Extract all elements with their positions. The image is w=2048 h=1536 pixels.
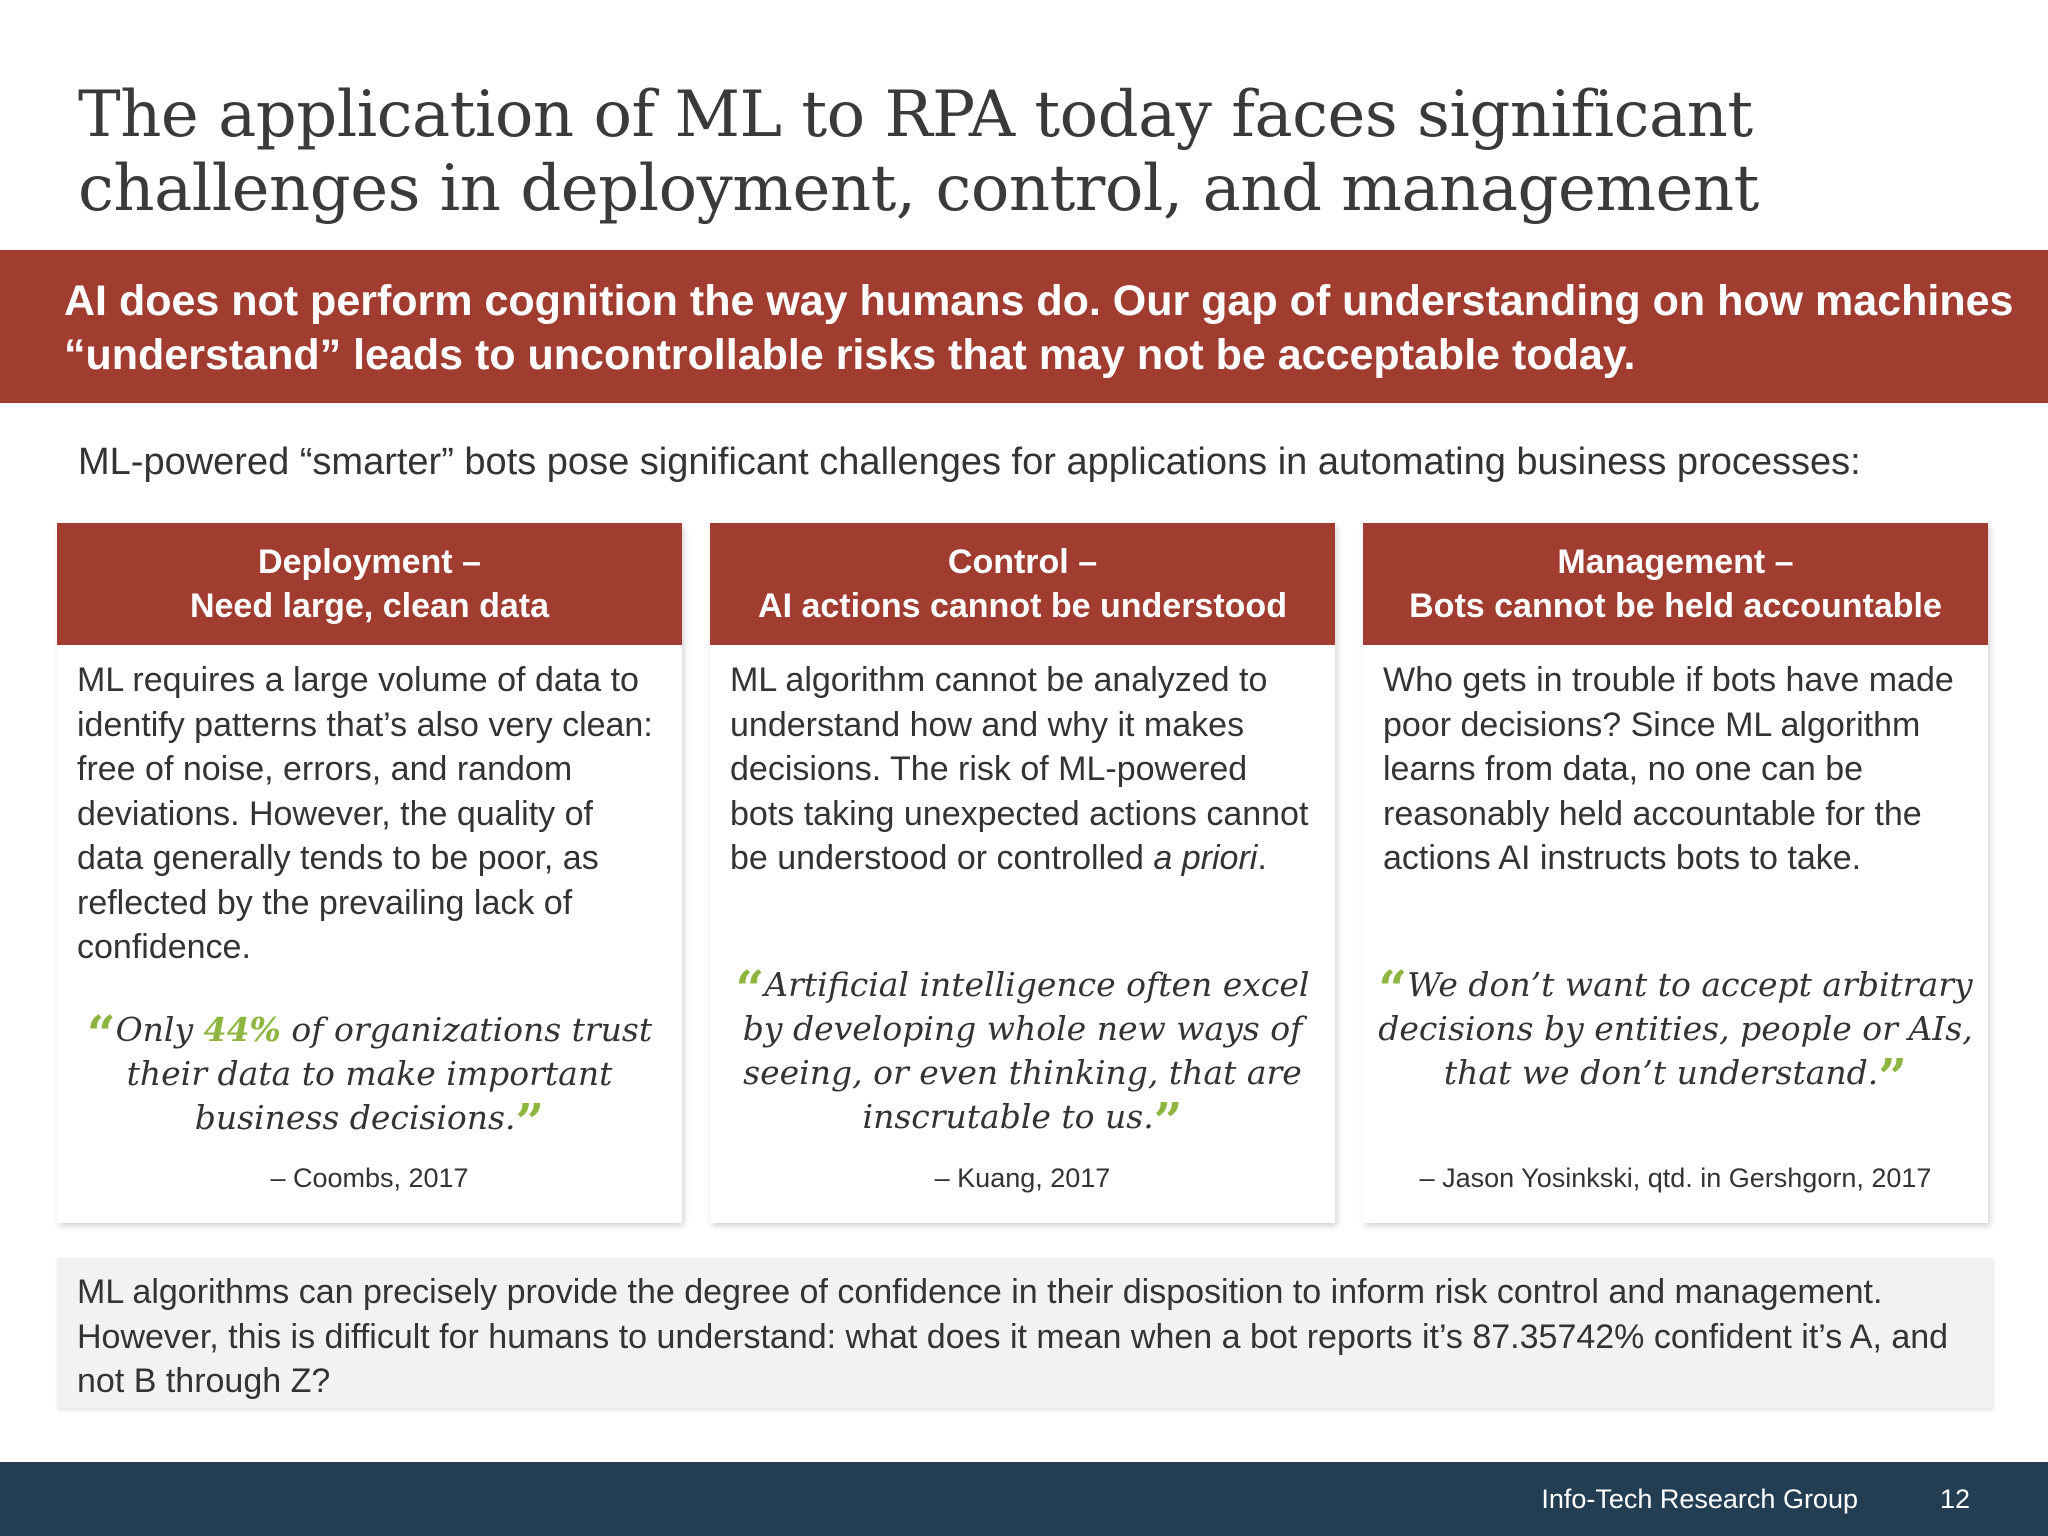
card-quote <box>1373 959 1978 1106</box>
key-message-banner <box>0 250 2048 403</box>
card-body-italic: a priori <box>1153 839 1258 877</box>
footer-bar <box>0 1462 2048 1536</box>
quote-citation: – Coombs, 2017 <box>270 1163 469 1193</box>
card-body <box>730 658 1320 881</box>
card-heading-line1: Deployment – <box>258 543 481 581</box>
page-title: The application of ML to RPA today faces significant challenges in deployment, control, and management <box>78 78 1759 226</box>
banner-text: AI does not perform cognition the way humans do. Our gap of understanding on how machines “understand” leads to uncontrollable risks that may not be acceptable today. <box>64 277 2014 379</box>
page-number: 12 <box>1939 1484 1970 1514</box>
quote-highlight-stat: 44% <box>203 1010 281 1049</box>
open-quote-icon: “ <box>86 1004 116 1063</box>
close-quote-icon: ” <box>1878 1047 1908 1106</box>
card-header <box>1363 523 1988 645</box>
card-quote <box>720 959 1325 1150</box>
card-quote <box>67 1004 672 1151</box>
quote-text: We don’t want to accept arbitrary decisions by entities, people or AIs, that we don’t understand. <box>1378 965 1973 1092</box>
bottom-note-box <box>57 1258 1992 1408</box>
card-body: Who gets in trouble if bots have made poor decisions? Since ML algorithm learns from data, no one can be reasonably held accountable for the actions AI instructs bots to take. <box>1383 661 1954 877</box>
card-heading-line1: Management – <box>1557 543 1794 581</box>
bottom-note-text: ML algorithms can precisely provide the degree of confidence in their disposition to inform risk control and management. However, this is difficult for humans to understand: what does it mean when a bot reports it’s 87.35742% confident it’s A, and not B through Z? <box>77 1273 1949 1400</box>
card-body: ML requires a large volume of data to identify patterns that’s also very clean: free of noise, errors, and random deviations. However, the quality of data generally tends to be poor, as reflected by the prevailing lack of confidence. <box>77 661 653 966</box>
card-heading-line2: AI actions cannot be understood <box>758 587 1287 625</box>
footer-organization: Info-Tech Research Group <box>1541 1484 1858 1514</box>
card-body-end: . <box>1257 839 1267 877</box>
close-quote-icon: ” <box>1153 1091 1183 1150</box>
card-heading-line2: Bots cannot be held accountable <box>1409 587 1942 625</box>
card-header <box>710 523 1335 645</box>
card-control <box>710 523 1335 1223</box>
intro-text: ML-powered “smarter” bots pose significant challenges for applications in automating business processes: <box>78 441 1861 483</box>
card-heading-line2: Need large, clean data <box>189 587 550 625</box>
card-body-main: ML algorithm cannot be analyzed to understand how and why it makes decisions. The risk of ML-powered bots taking unexpected actions cannot be understood or controlled <box>730 661 1309 877</box>
open-quote-icon: “ <box>735 959 765 1018</box>
card-header <box>57 523 682 645</box>
close-quote-icon: ” <box>515 1092 545 1151</box>
quote-citation: – Kuang, 2017 <box>934 1163 1111 1193</box>
open-quote-icon: “ <box>1378 959 1408 1018</box>
quote-text-before: Only <box>115 1010 204 1049</box>
quote-text-after: of organizations trust their data to make important business decisions. <box>126 1010 653 1137</box>
quote-citation: – Jason Yosinkski, qtd. in Gershgorn, 2017 <box>1419 1163 1932 1193</box>
card-deployment <box>57 523 682 1223</box>
card-heading-line1: Control – <box>947 543 1098 581</box>
card-management <box>1363 523 1988 1223</box>
quote-text: Artificial intelligence often excel by developing whole new ways of seeing, or even thinking, that are inscrutable to us. <box>742 965 1310 1136</box>
